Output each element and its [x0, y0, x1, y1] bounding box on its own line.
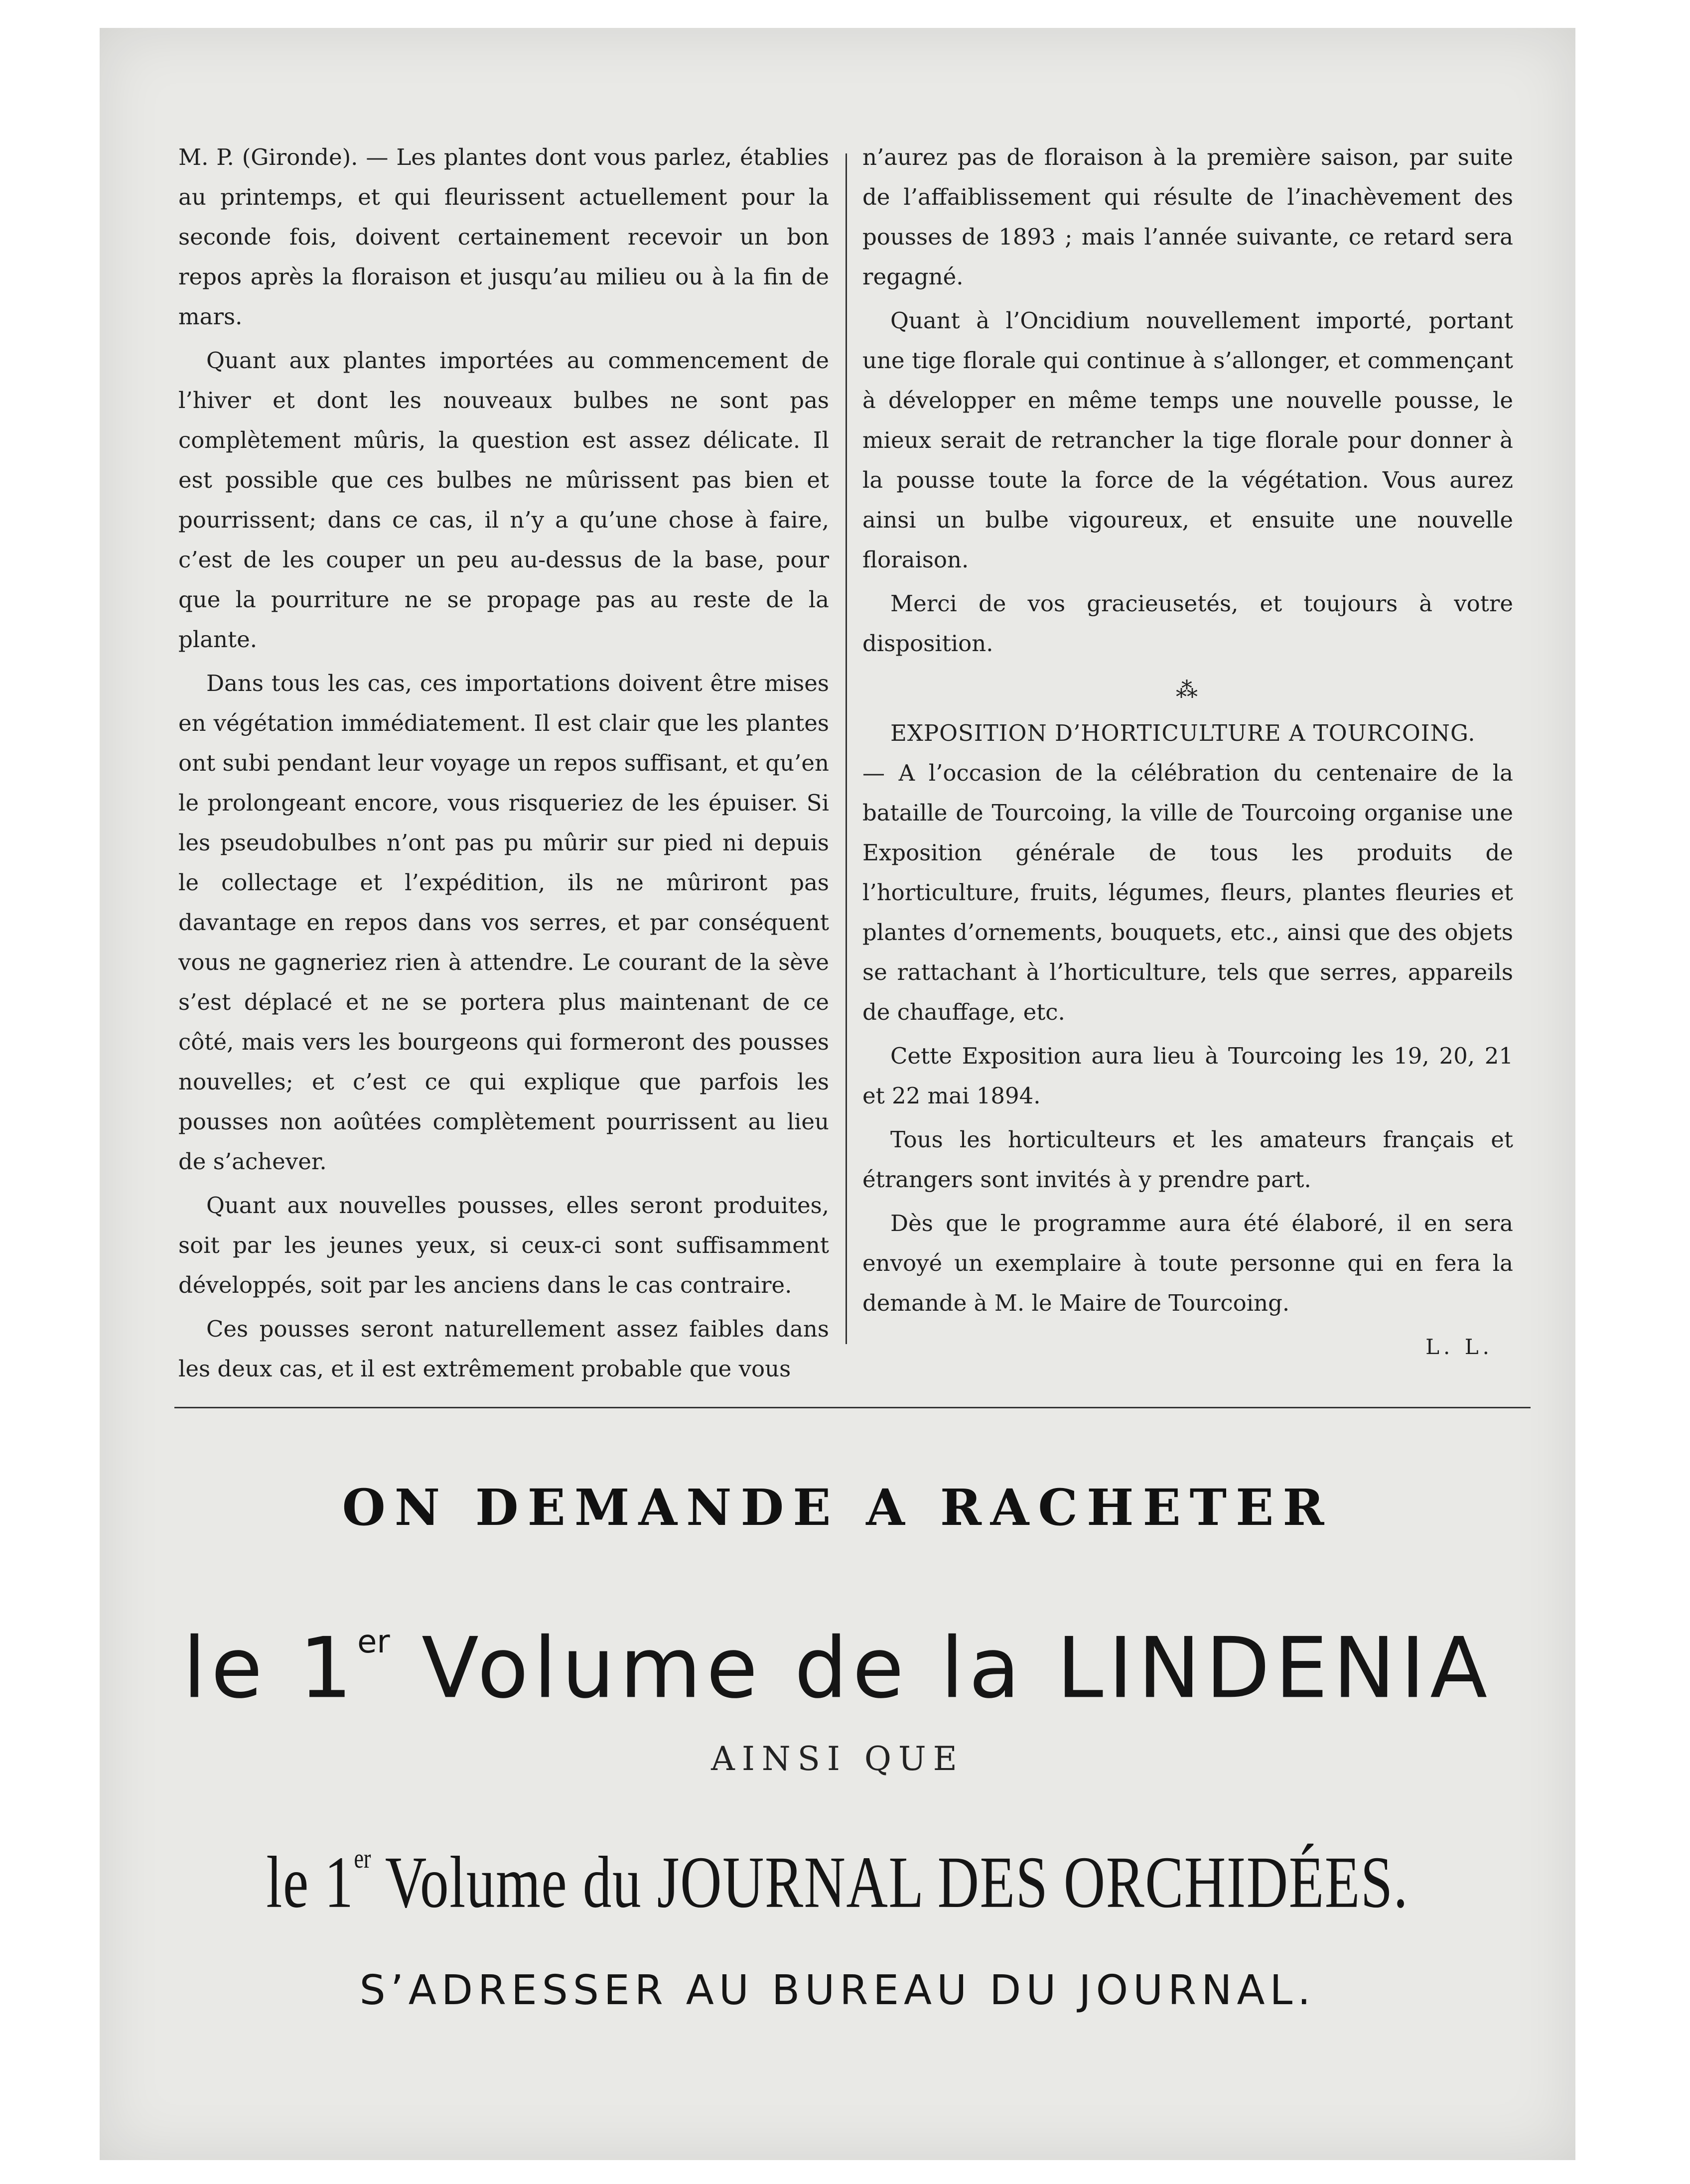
- signature: L. L.: [1425, 1335, 1493, 1359]
- reply-paragraph: M. P. (Gironde). — Les plantes dont vous parlez, établies au printemps, et qui fleurissent actuellement pour la seconde fois, doivent certainement recevoir un bon repos après la floraison et jusqu’au milieu ou à la fin de mars.: [178, 144, 829, 330]
- journal-page: [100, 28, 1575, 2160]
- exposition-program: Dès que le programme aura été élaboré, il en sera envoyé un exemplaire à toute personne qui en fera la demande à M. le Maire de Tourcoing.: [862, 1210, 1513, 1316]
- left-column: [178, 137, 829, 1393]
- exposition-title: EXPOSITION D’HORTICULTURE A TOURCOING.: [890, 720, 1476, 746]
- right-column: [862, 137, 1513, 1371]
- advert-ainsi-que: AINSI QUE: [711, 1740, 964, 1778]
- reply-paragraph: Dans tous les cas, ces importations doivent être mises en végétation immédiatement. Il est clair que les plantes ont subi pendant leur voyage un repos suffisant, et qu’en le prolongeant encore, vous risqueriez de les épuiser. Si les pseudobulbes n’ont pas pu mûrir sur pied ni depuis le collectage et l’expédition, ils ne mûriront pas davantage en repos dans vos serres, et par conséquent vous ne gagneriez rien à attendre. Le courant de la sève s’est déplacé et ne se portera plus maintenant de ce côté, mais vers les bourgeons qui formeront des pousses nouvelles; et c’est ce qui explique que parfois les pousses non aoûtées complètement pourrissent au lieu de s’achever.: [178, 670, 829, 1175]
- reply-paragraph: Ces pousses seront naturellement assez faibles dans les deux cas, et il est extrêmement probable que vous: [178, 1316, 829, 1382]
- reply-paragraph: Quant aux nouvelles pousses, elles seront produites, soit par les jeunes yeux, si ceux-ci sont suffisamment développés, soit par les anciens dans le cas contraire.: [178, 1192, 829, 1298]
- advert-journal-line: le 1er Volume du JOURNAL DES ORCHIDÉES.: [266, 1841, 1409, 1923]
- reply-paragraph: Quant à l’Oncidium nouvellement importé, portant une tige florale qui continue à s’allonger, et commençant à développer en même temps une nouvelle pousse, le mieux serait de retrancher la tige florale pour donner à la pousse toute la force de la végétation. Vous aurez ainsi un bulbe vigoureux, et ensuite une nouvelle floraison.: [862, 307, 1513, 573]
- advert-lindenia-line: le 1er Volume de la LINDENIA: [182, 1619, 1493, 1717]
- reply-paragraph: Merci de vos gracieusetés, et toujours à votre disposition.: [862, 590, 1513, 657]
- exposition-text: — A l’occasion de la célébration du centenaire de la bataille de Tourcoing, la ville de Tourcoing organise une Exposition générale de tous les produits de l’horticulture, fruits, légumes, fleurs, plantes fleuries et plantes d’ornements, bouquets, etc., ainsi que des objets se rattachant à l’horticulture, tels que serres, appareils de chauffage, etc.: [862, 760, 1513, 1025]
- advert-headline: ON DEMANDE A RACHETER: [342, 1478, 1333, 1537]
- column-divider: [845, 153, 847, 1344]
- horizontal-rule: [174, 1407, 1531, 1408]
- advert-address-line: S’ADRESSER AU BUREAU DU JOURNAL.: [359, 1967, 1316, 2014]
- exposition-dates: Cette Exposition aura lieu à Tourcoing les 19, 20, 21 et 22 mai 1894.: [862, 1043, 1513, 1109]
- continuation-paragraph: n’aurez pas de floraison à la première saison, par suite de l’affaiblissement qui résulte de l’inachèvement des pousses de 1893 ; mais l’année suivante, ce retard sera regagné.: [862, 144, 1513, 290]
- exposition-paragraph: [862, 713, 1513, 1032]
- exposition-invitation: Tous les horticulteurs et les amateurs français et étrangers sont invités à y prendre part.: [862, 1126, 1513, 1193]
- reply-paragraph: Quant aux plantes importées au commencement de l’hiver et dont les nouveaux bulbes ne sont pas complètement mûris, la question est assez délicate. Il est possible que ces bulbes ne mûrissent pas bien et pourrissent; dans ce cas, il n’y a qu’une chose à faire, c’est de les couper un peu au-dessus de la base, pour que la pourriture ne se propage pas au reste de la plante.: [178, 347, 829, 653]
- section-asterism: ⁂: [1176, 678, 1200, 703]
